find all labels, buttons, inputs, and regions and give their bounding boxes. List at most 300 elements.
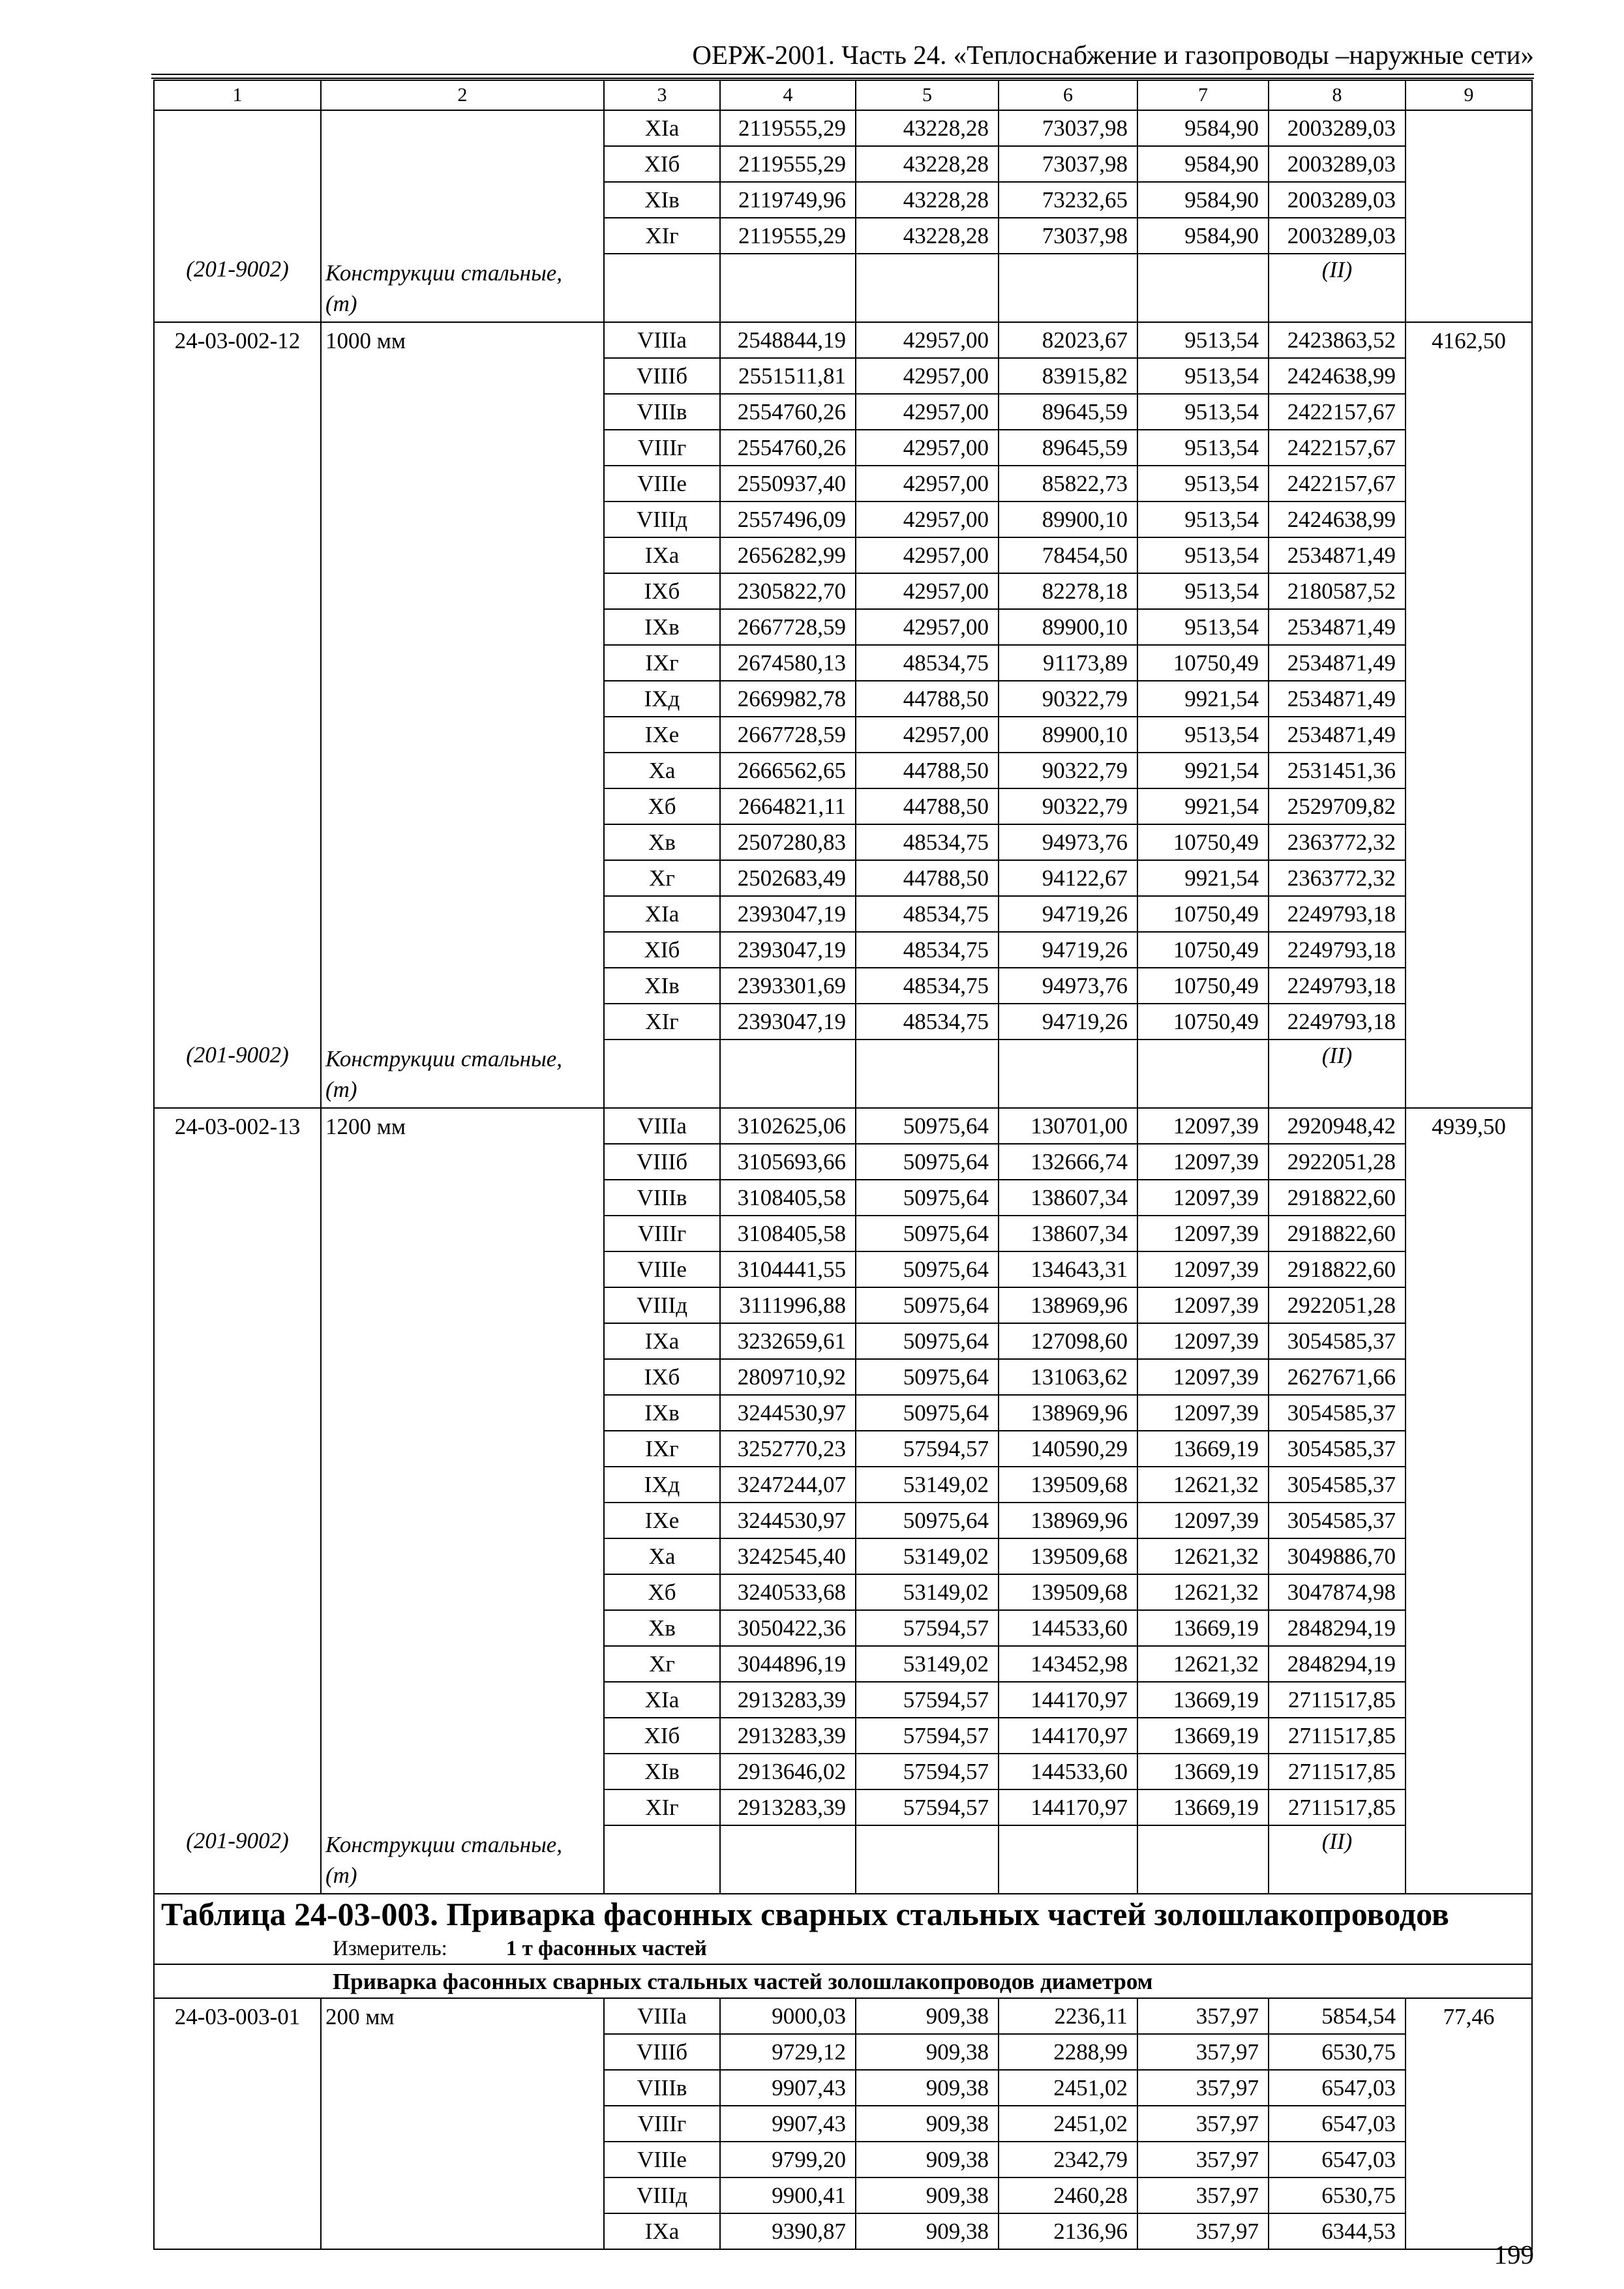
table-cell: 3054585,37 — [1269, 1431, 1406, 1467]
measure-row — [154, 1934, 1532, 1964]
table-cell: 3047874,98 — [1269, 1574, 1406, 1610]
table-cell: 3105693,66 — [720, 1144, 856, 1180]
table-cell: (201-9002) — [154, 254, 321, 322]
table-cell: 2920948,42 — [1269, 1108, 1406, 1144]
table-cell: 9513,54 — [1137, 717, 1269, 753]
table-cell — [154, 1718, 321, 1754]
table-cell — [1137, 1040, 1269, 1108]
table-cell — [1406, 1004, 1532, 1040]
table-cell: XIб — [604, 146, 720, 182]
table-cell: 2711517,85 — [1269, 1754, 1406, 1789]
table-cell — [1406, 645, 1532, 681]
table-cell — [1406, 466, 1532, 501]
table-cell: 2656282,99 — [720, 537, 856, 573]
table-cell — [321, 896, 604, 932]
table-cell: VIIIг — [604, 2106, 720, 2142]
table-cell — [154, 2070, 321, 2106]
table-cell — [1406, 1216, 1532, 1251]
table-cell: 42957,00 — [856, 573, 999, 609]
table-row — [154, 1359, 1532, 1395]
table-row — [154, 1180, 1532, 1216]
table-row — [154, 182, 1532, 218]
table-cell: 2550937,40 — [720, 466, 856, 501]
table-cell: VIIIа — [604, 1108, 720, 1144]
table-cell: 89900,10 — [999, 717, 1137, 753]
table-cell: 12621,32 — [1137, 1574, 1269, 1610]
table-cell: IXг — [604, 1431, 720, 1467]
table-cell — [154, 824, 321, 860]
table-cell: 144170,97 — [999, 1682, 1137, 1718]
table-cell: 10750,49 — [1137, 824, 1269, 860]
table-cell: VIIIв — [604, 1180, 720, 1216]
table-cell — [1406, 182, 1532, 218]
table-cell: IXе — [604, 1503, 720, 1538]
table-row — [154, 2034, 1532, 2070]
table-cell: 1000 мм — [321, 322, 604, 358]
table-cell: 12097,39 — [1137, 1359, 1269, 1395]
table-cell: 82278,18 — [999, 573, 1137, 609]
table-cell: 13669,19 — [1137, 1431, 1269, 1467]
table-cell: 357,97 — [1137, 2213, 1269, 2249]
table-cell: 3044896,19 — [720, 1646, 856, 1682]
table-cell — [321, 753, 604, 788]
table-cell: 2809710,92 — [720, 1359, 856, 1395]
table-cell — [154, 1180, 321, 1216]
table-cell: 138969,96 — [999, 1287, 1137, 1323]
table-row — [154, 1538, 1532, 1574]
table-cell: 85822,73 — [999, 466, 1137, 501]
table-cell — [321, 1287, 604, 1323]
column-number: 4 — [720, 80, 856, 110]
table-cell — [1406, 1467, 1532, 1503]
table-cell: 82023,67 — [999, 322, 1137, 358]
table-cell — [154, 218, 321, 254]
table-cell — [321, 2213, 604, 2249]
table-cell: 12097,39 — [1137, 1144, 1269, 1180]
table-cell — [321, 1610, 604, 1646]
table-cell: 2180587,52 — [1269, 573, 1406, 609]
table-cell: 13669,19 — [1137, 1682, 1269, 1718]
table-cell: 2666562,65 — [720, 753, 856, 788]
table-cell: 9584,90 — [1137, 182, 1269, 218]
table-cell — [321, 1538, 604, 1574]
table-cell: 138607,34 — [999, 1180, 1137, 1216]
table-cell — [1406, 1538, 1532, 1574]
table-cell: 6547,03 — [1269, 2106, 1406, 2142]
table-cell: 6547,03 — [1269, 2070, 1406, 2106]
table-cell: 2918822,60 — [1269, 1180, 1406, 1216]
table-cell: 2913283,39 — [720, 1789, 856, 1825]
table-row — [154, 1503, 1532, 1538]
table-cell — [321, 1431, 604, 1467]
table-cell: IXа — [604, 537, 720, 573]
table-cell: 50975,64 — [856, 1251, 999, 1287]
table-cell: 2363772,32 — [1269, 824, 1406, 860]
table-cell — [1406, 1682, 1532, 1718]
table-cell: 57594,57 — [856, 1610, 999, 1646]
table-cell: 3247244,07 — [720, 1467, 856, 1503]
table-cell — [1406, 254, 1532, 322]
table-cell: Конструкции стальные, (т) — [321, 1040, 604, 1108]
table-cell: 3244530,97 — [720, 1395, 856, 1431]
table-cell: 2288,99 — [999, 2034, 1137, 2070]
table-cell: IXд — [604, 1467, 720, 1503]
table-row — [154, 1251, 1532, 1287]
table-cell: 139509,68 — [999, 1538, 1137, 1574]
table-cell — [321, 2142, 604, 2177]
table-cell: 139509,68 — [999, 1574, 1137, 1610]
table-cell: 90322,79 — [999, 681, 1137, 717]
table-cell: 2913283,39 — [720, 1682, 856, 1718]
table-cell — [321, 932, 604, 968]
table-cell: 132666,74 — [999, 1144, 1137, 1180]
table-cell: 6530,75 — [1269, 2177, 1406, 2213]
table-cell — [154, 430, 321, 466]
table-cell — [154, 466, 321, 501]
table-cell: 10750,49 — [1137, 932, 1269, 968]
table-cell: 48534,75 — [856, 1004, 999, 1040]
table-row — [154, 2177, 1532, 2213]
table-cell — [720, 1040, 856, 1108]
table-cell — [154, 394, 321, 430]
table-row — [154, 1323, 1532, 1359]
table-cell — [154, 110, 321, 146]
table-row — [154, 358, 1532, 394]
table-cell: 57594,57 — [856, 1682, 999, 1718]
table-cell: VIIIв — [604, 2070, 720, 2106]
table-cell: 2711517,85 — [1269, 1718, 1406, 1754]
table-cell — [321, 1359, 604, 1395]
resource-row — [154, 1825, 1532, 1894]
table-cell: 2423863,52 — [1269, 322, 1406, 358]
table-cell: XIв — [604, 1754, 720, 1789]
table-cell: 73037,98 — [999, 218, 1137, 254]
table-cell: 909,38 — [856, 2213, 999, 2249]
table-cell: 2534871,49 — [1269, 537, 1406, 573]
table-cell: 12097,39 — [1137, 1503, 1269, 1538]
table-cell: 50975,64 — [856, 1144, 999, 1180]
table-row — [154, 1144, 1532, 1180]
table-cell — [154, 358, 321, 394]
table-cell — [1406, 753, 1532, 788]
column-number: 5 — [856, 80, 999, 110]
table-cell — [999, 1040, 1137, 1108]
table-cell — [321, 645, 604, 681]
table-cell: 9907,43 — [720, 2070, 856, 2106]
table-cell: 2531451,36 — [1269, 753, 1406, 788]
table-cell: 909,38 — [856, 2142, 999, 2177]
table-cell — [604, 1040, 720, 1108]
table-cell — [321, 146, 604, 182]
table-cell — [1406, 896, 1532, 932]
table-cell: IXе — [604, 717, 720, 753]
table-cell: VIIIе — [604, 2142, 720, 2177]
table-cell: 42957,00 — [856, 430, 999, 466]
table-cell — [321, 1395, 604, 1431]
table-cell: 9513,54 — [1137, 573, 1269, 609]
table-cell: 9921,54 — [1137, 753, 1269, 788]
table-cell: 10750,49 — [1137, 968, 1269, 1004]
table-cell: 357,97 — [1137, 2070, 1269, 2106]
table-cell: 9729,12 — [720, 2034, 856, 2070]
table-cell: 50975,64 — [856, 1108, 999, 1144]
table-cell: IXв — [604, 1395, 720, 1431]
table-cell: XIв — [604, 182, 720, 218]
table-cell: 2249793,18 — [1269, 932, 1406, 968]
table-cell — [321, 110, 604, 146]
table-cell — [1406, 1646, 1532, 1682]
table-cell — [154, 932, 321, 968]
table-cell — [1406, 609, 1532, 645]
table-cell — [321, 573, 604, 609]
table-cell: 3054585,37 — [1269, 1467, 1406, 1503]
table-row — [154, 824, 1532, 860]
table-row — [154, 466, 1532, 501]
table-cell — [720, 1825, 856, 1894]
table-cell: 3240533,68 — [720, 1574, 856, 1610]
table-cell: 127098,60 — [999, 1323, 1137, 1359]
table-cell — [154, 501, 321, 537]
table-cell — [1406, 1789, 1532, 1825]
table-cell — [1406, 1610, 1532, 1646]
table-cell: 2236,11 — [999, 1998, 1137, 2034]
table-cell: 12621,32 — [1137, 1646, 1269, 1682]
table-cell — [321, 2070, 604, 2106]
table-cell: 2363772,32 — [1269, 860, 1406, 896]
table-cell — [720, 254, 856, 322]
table-cell — [1406, 1287, 1532, 1323]
table-cell: VIIIд — [604, 501, 720, 537]
table-cell: Xа — [604, 753, 720, 788]
table-cell: 50975,64 — [856, 1216, 999, 1251]
table-cell — [321, 394, 604, 430]
table-cell: 44788,50 — [856, 860, 999, 896]
table-cell: 9921,54 — [1137, 788, 1269, 824]
table-cell: 42957,00 — [856, 466, 999, 501]
table-cell — [321, 717, 604, 753]
table-cell: 2249793,18 — [1269, 1004, 1406, 1040]
table-cell: 48534,75 — [856, 645, 999, 681]
table-cell — [1406, 1754, 1532, 1789]
table-cell — [154, 1323, 321, 1359]
table-cell: 2848294,19 — [1269, 1610, 1406, 1646]
table-cell: 2534871,49 — [1269, 681, 1406, 717]
table-cell — [154, 1251, 321, 1287]
table-cell: 2136,96 — [999, 2213, 1137, 2249]
table-cell: IXг — [604, 645, 720, 681]
table-cell — [154, 537, 321, 573]
table-cell: 9513,54 — [1137, 394, 1269, 430]
table-cell — [154, 753, 321, 788]
table-cell: 2922051,28 — [1269, 1144, 1406, 1180]
table-row — [154, 1754, 1532, 1789]
table-cell — [321, 1718, 604, 1754]
table-cell: 9000,03 — [720, 1998, 856, 2034]
table-cell — [154, 681, 321, 717]
table-cell: 909,38 — [856, 2034, 999, 2070]
table-cell — [154, 609, 321, 645]
table-cell: Xв — [604, 1610, 720, 1646]
table-cell: 3049886,70 — [1269, 1538, 1406, 1574]
table-cell: 143452,98 — [999, 1646, 1137, 1682]
table-cell: 53149,02 — [856, 1538, 999, 1574]
table-cell: 6547,03 — [1269, 2142, 1406, 2177]
table-cell — [1406, 537, 1532, 573]
table-cell — [321, 681, 604, 717]
table-row — [154, 681, 1532, 717]
table-cell: 43228,28 — [856, 110, 999, 146]
table-cell: 140590,29 — [999, 1431, 1137, 1467]
table-cell — [321, 1467, 604, 1503]
table-row — [154, 896, 1532, 932]
table-cell — [856, 254, 999, 322]
table-cell: 2674580,13 — [720, 645, 856, 681]
table-cell: IXв — [604, 609, 720, 645]
table-cell: 6530,75 — [1269, 2034, 1406, 2070]
table-cell: 43228,28 — [856, 218, 999, 254]
table-cell — [154, 717, 321, 753]
table-cell: Конструкции стальные, (т) — [321, 1825, 604, 1894]
table-cell: VIIIд — [604, 1287, 720, 1323]
resource-row — [154, 254, 1532, 322]
column-number: 7 — [1137, 80, 1269, 110]
table-cell: Xг — [604, 1646, 720, 1682]
table-cell: 357,97 — [1137, 1998, 1269, 2034]
table-cell: 90322,79 — [999, 753, 1137, 788]
table-row — [154, 753, 1532, 788]
table-cell: XIб — [604, 1718, 720, 1754]
table-cell: 9907,43 — [720, 2106, 856, 2142]
table-cell: 13669,19 — [1137, 1754, 1269, 1789]
table-cell — [321, 2177, 604, 2213]
table-cell: Xг — [604, 860, 720, 896]
table-cell: 83915,82 — [999, 358, 1137, 394]
table-cell: 9921,54 — [1137, 860, 1269, 896]
table-cell: 131063,62 — [999, 1359, 1137, 1395]
table-cell: 2451,02 — [999, 2106, 1137, 2142]
table-row — [154, 1718, 1532, 1754]
table-cell: 909,38 — [856, 1998, 999, 2034]
table-cell — [1406, 1323, 1532, 1359]
table-cell — [321, 968, 604, 1004]
table-cell: 50975,64 — [856, 1359, 999, 1395]
table-cell: 53149,02 — [856, 1574, 999, 1610]
table-cell: 42957,00 — [856, 717, 999, 753]
table-cell: 2342,79 — [999, 2142, 1137, 2177]
table-cell: 50975,64 — [856, 1395, 999, 1431]
table-cell — [154, 1359, 321, 1395]
table-cell: 2424638,99 — [1269, 358, 1406, 394]
table-cell: 2119555,29 — [720, 146, 856, 182]
table-cell — [321, 1144, 604, 1180]
table-row — [154, 1998, 1532, 2034]
table-cell — [154, 2177, 321, 2213]
table-cell: 3050422,36 — [720, 1610, 856, 1646]
table-row — [154, 573, 1532, 609]
table-cell: 3111996,88 — [720, 1287, 856, 1323]
table-cell: 91173,89 — [999, 645, 1137, 681]
table-cell: 50975,64 — [856, 1287, 999, 1323]
table-cell: 2711517,85 — [1269, 1682, 1406, 1718]
table-cell: 57594,57 — [856, 1789, 999, 1825]
table-cell — [154, 573, 321, 609]
column-number: 9 — [1406, 80, 1532, 110]
table-cell: 2848294,19 — [1269, 1646, 1406, 1682]
table-cell: XIа — [604, 110, 720, 146]
table-cell — [1406, 860, 1532, 896]
table-cell: 2534871,49 — [1269, 609, 1406, 645]
table-cell: 3054585,37 — [1269, 1323, 1406, 1359]
table-cell: 2918822,60 — [1269, 1216, 1406, 1251]
table-cell: 48534,75 — [856, 896, 999, 932]
table-cell: 9513,54 — [1137, 466, 1269, 501]
table-cell: 73037,98 — [999, 110, 1137, 146]
table-cell: 2393047,19 — [720, 1004, 856, 1040]
table-cell: Xб — [604, 1574, 720, 1610]
table-row — [154, 1287, 1532, 1323]
table-cell: 2534871,49 — [1269, 645, 1406, 681]
table-cell: 2003289,03 — [1269, 146, 1406, 182]
table-cell — [1406, 573, 1532, 609]
table-cell — [321, 430, 604, 466]
table-cell: (II) — [1269, 254, 1406, 322]
table-cell — [321, 1503, 604, 1538]
table-cell — [1406, 1180, 1532, 1216]
table-cell: 90322,79 — [999, 788, 1137, 824]
table-cell: 2711517,85 — [1269, 1789, 1406, 1825]
table-cell — [154, 1467, 321, 1503]
table-cell: 2249793,18 — [1269, 968, 1406, 1004]
table-cell — [321, 1180, 604, 1216]
table-cell: 2393047,19 — [720, 896, 856, 932]
header-rule — [151, 74, 1534, 75]
table-cell — [154, 1754, 321, 1789]
table-cell: 2922051,28 — [1269, 1287, 1406, 1323]
table-cell: 44788,50 — [856, 788, 999, 824]
table-cell — [1406, 358, 1532, 394]
table-cell: 2664821,11 — [720, 788, 856, 824]
table-cell — [321, 218, 604, 254]
table-cell — [154, 896, 321, 932]
table-cell: VIIIе — [604, 466, 720, 501]
table-cell — [1406, 1431, 1532, 1467]
table-cell: 2627671,66 — [1269, 1359, 1406, 1395]
table-cell — [1137, 1825, 1269, 1894]
table-cell — [154, 1144, 321, 1180]
table-cell: 3104441,55 — [720, 1251, 856, 1287]
table-cell — [1406, 1574, 1532, 1610]
table-row — [154, 1574, 1532, 1610]
table-cell: 2003289,03 — [1269, 110, 1406, 146]
table-cell: 2667728,59 — [720, 717, 856, 753]
table-cell — [1406, 824, 1532, 860]
table-row — [154, 322, 1532, 358]
table-cell: 9513,54 — [1137, 322, 1269, 358]
table-cell: 89645,59 — [999, 430, 1137, 466]
table-row — [154, 860, 1532, 896]
table-cell: 73232,65 — [999, 182, 1137, 218]
table-cell: 139509,68 — [999, 1467, 1137, 1503]
table-cell — [154, 2034, 321, 2070]
table-cell: 2003289,03 — [1269, 218, 1406, 254]
table-cell: 13669,19 — [1137, 1718, 1269, 1754]
table-title-row — [154, 1894, 1532, 1934]
table-cell — [321, 1789, 604, 1825]
table-row — [154, 1004, 1532, 1040]
table-cell: 78454,50 — [999, 537, 1137, 573]
table-cell: 2507280,83 — [720, 824, 856, 860]
table-cell — [1406, 1503, 1532, 1538]
